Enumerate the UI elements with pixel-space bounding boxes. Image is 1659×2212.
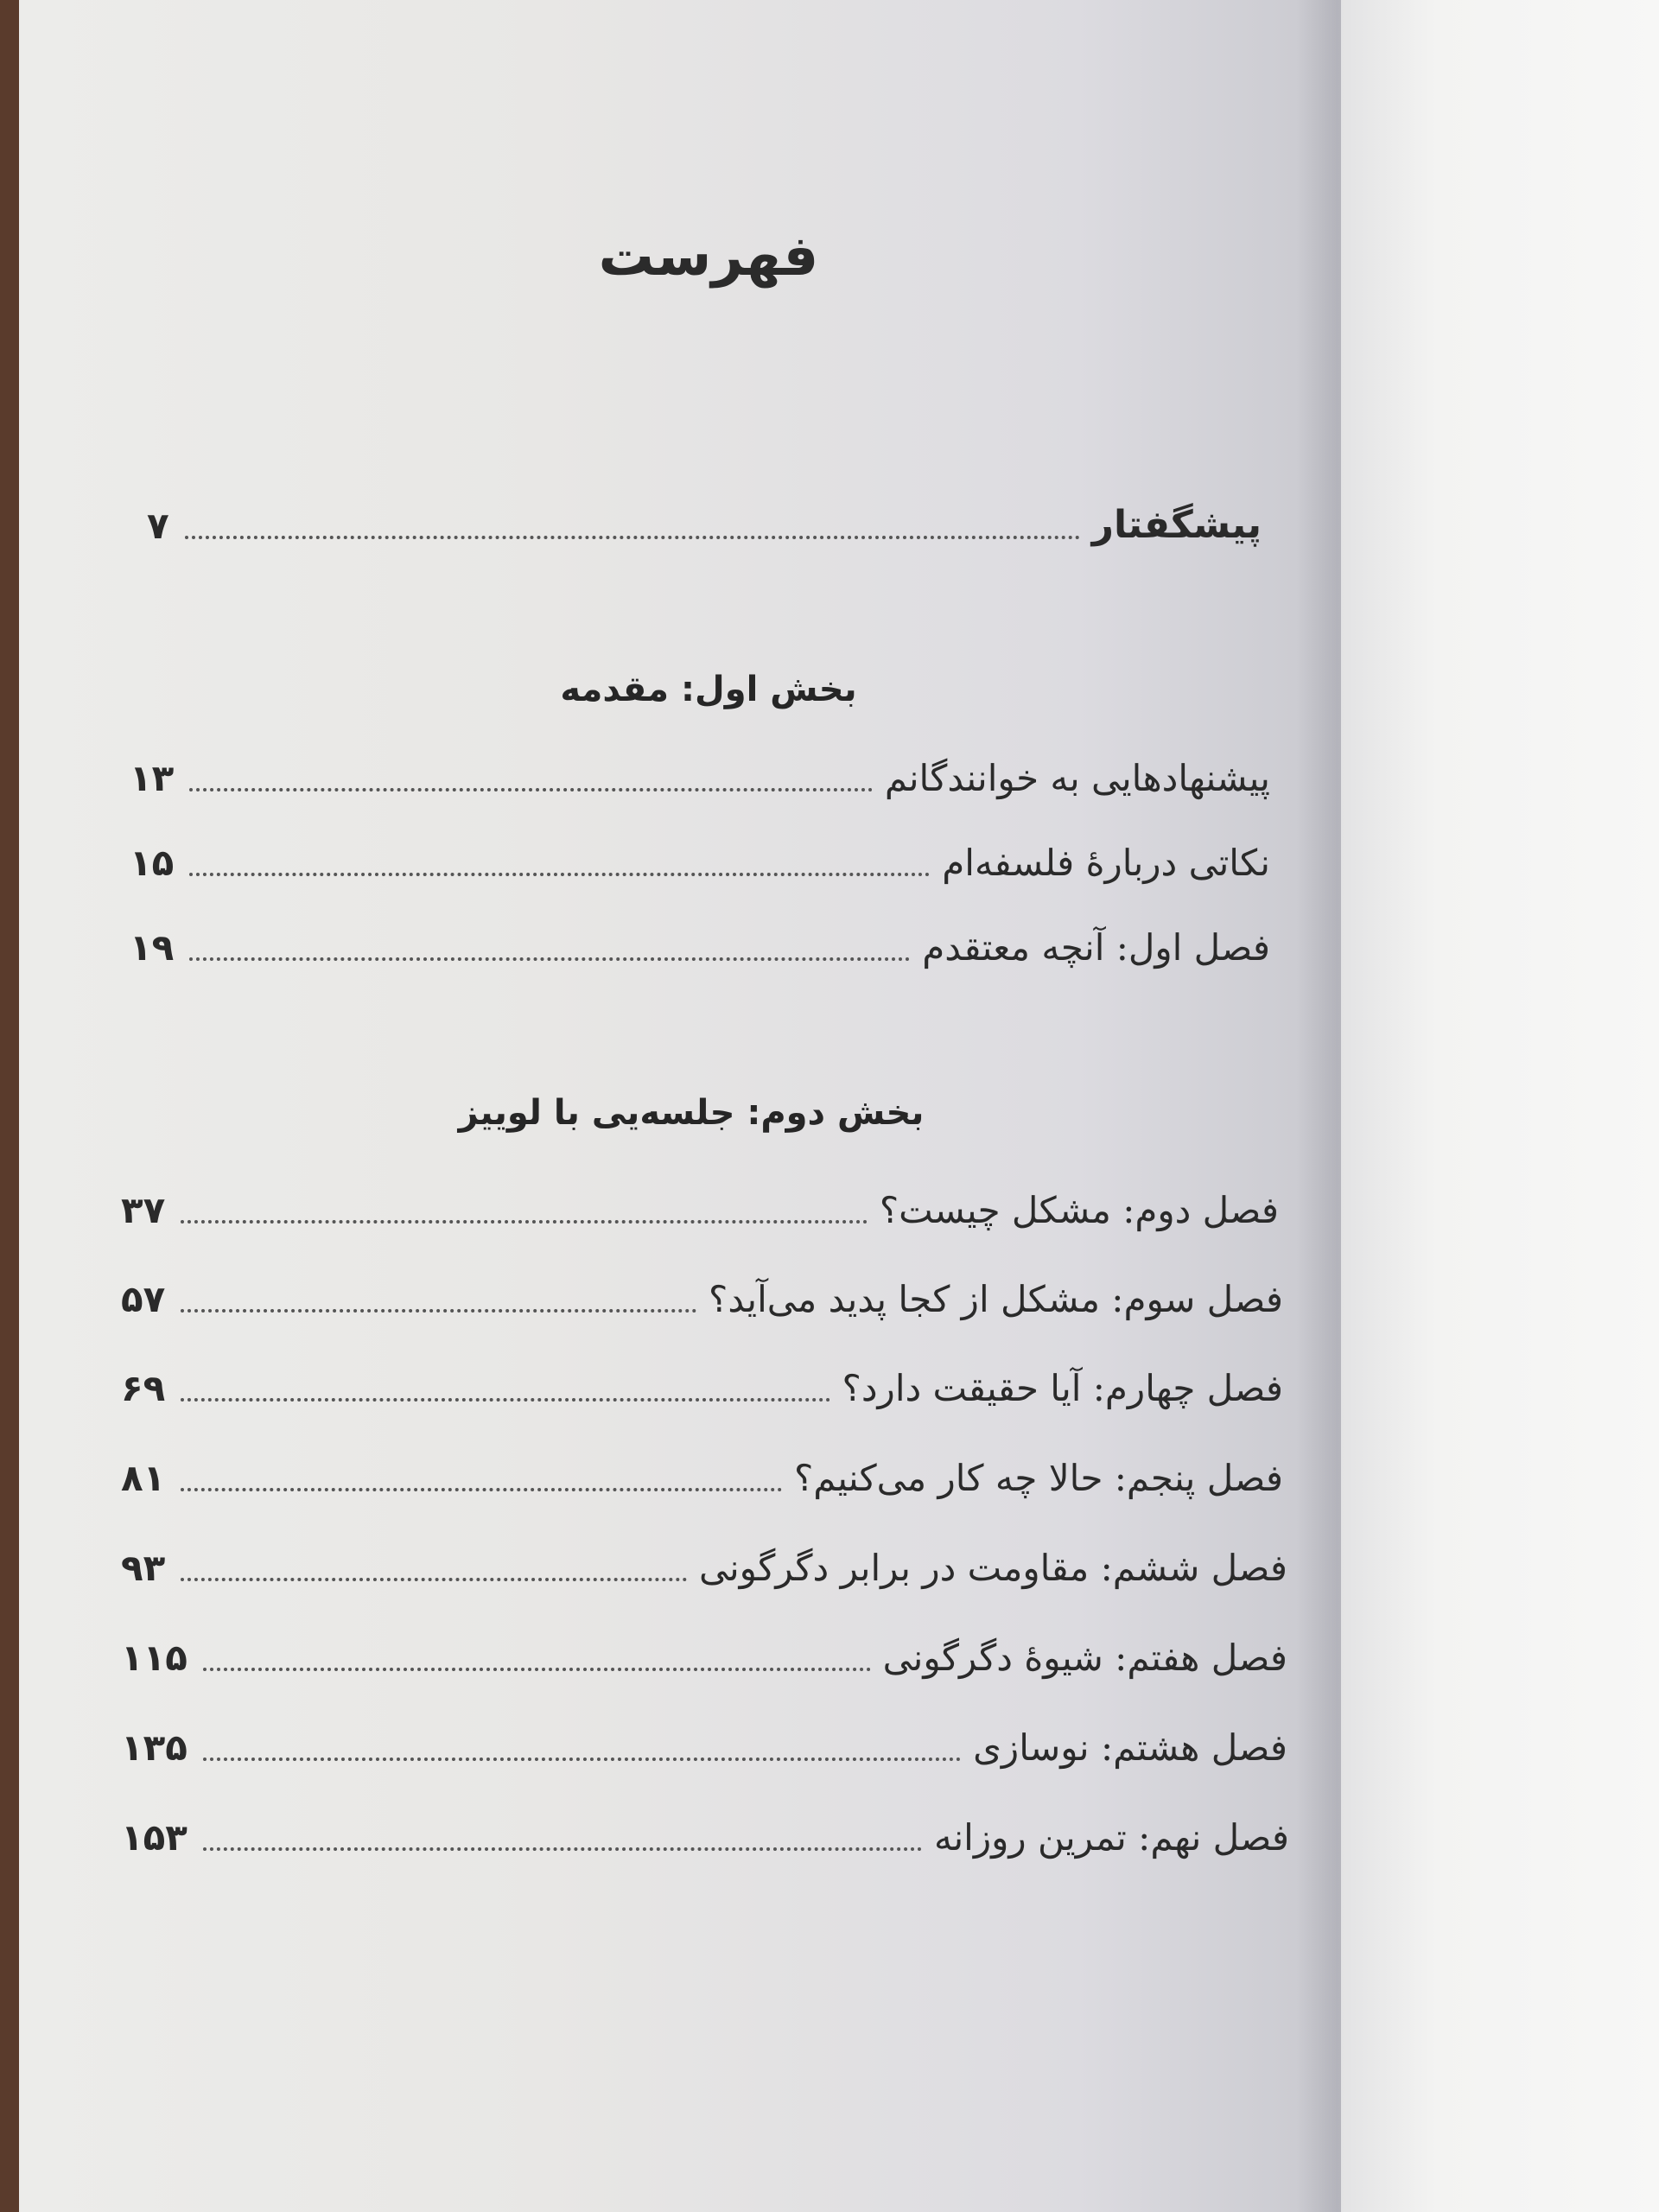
toc-entry-page: ۳۷ [121,1189,166,1231]
dot-leader [203,1668,871,1671]
toc-entry-label: فصل دوم: مشکل چیست؟ [879,1189,1279,1231]
toc-entry [121,1804,1289,1859]
dot-leader [203,1847,922,1851]
toc-entry [130,830,1270,884]
toc-entry-page: ۱۵۳ [121,1816,188,1859]
dot-leader [181,1398,830,1402]
dot-leader [181,1220,868,1224]
toc-entry [130,745,1270,797]
toc-entry-label: پیشنهادهایی به خوانندگانم [884,757,1270,799]
toc-entry-page: ۷ [147,505,169,547]
page-title: فهرست [598,225,819,289]
toc-entry-page: ۱۵ [130,842,175,884]
toc-entry-page: ۵۷ [121,1278,166,1320]
toc-entry [130,914,1270,969]
section-heading-2: بخش دوم: جلسه‌یی با لوییز [458,1093,925,1133]
dot-leader [181,1578,687,1581]
toc-entry [121,1445,1283,1497]
toc-entry-page: ۶۹ [121,1367,166,1409]
toc-entry-page: ۱۱۵ [121,1637,188,1679]
toc-entry-label: فصل پنجم: حالا چه کار می‌کنیم؟ [794,1457,1283,1499]
dot-leader [181,1488,782,1491]
section-heading-1: بخش اول: مقدمه [560,670,857,709]
toc-entry [121,1624,1287,1679]
dot-leader [189,957,910,961]
toc-entry-page: ۱۳۵ [121,1726,188,1769]
toc-entry [121,1535,1287,1589]
toc-entry-page: ۱۹ [130,926,175,969]
toc-entry-label: پیشگفتار [1091,503,1262,547]
dot-leader [181,1309,696,1313]
dot-leader [185,536,1080,539]
toc-entry [121,1355,1283,1407]
toc-entry-label: فصل چهارم: آیا حقیقت دارد؟ [842,1367,1283,1409]
facing-page [1341,0,1659,2212]
toc-entry-label: فصل نهم: تمرین روزانه [933,1816,1289,1859]
dot-leader [189,788,873,791]
toc-entry [121,1714,1287,1769]
toc-entry-preface [147,493,1262,547]
toc-entry [121,1177,1279,1229]
toc-entry-page: ۸۱ [121,1457,166,1499]
dot-leader [189,873,930,876]
dot-leader [203,1758,961,1761]
toc-entry-label: نکاتی دربارهٔ فلسفه‌ام [942,842,1270,884]
background-edge [0,0,19,2212]
toc-entry-label: فصل هشتم: نوسازی [973,1726,1287,1769]
toc-entry-label: فصل سوم: مشکل از کجا پدید می‌آید؟ [709,1278,1283,1320]
toc-entry-label: فصل اول: آنچه معتقدم [922,926,1270,969]
toc-entry-page: ۱۳ [130,757,175,799]
toc-entry-page: ۹۳ [121,1547,166,1589]
toc-entry-label: فصل ششم: مقاومت در برابر دگرگونی [698,1547,1287,1589]
toc-entry-label: فصل هفتم: شیوهٔ دگرگونی [882,1637,1287,1679]
toc-entry [121,1266,1283,1318]
